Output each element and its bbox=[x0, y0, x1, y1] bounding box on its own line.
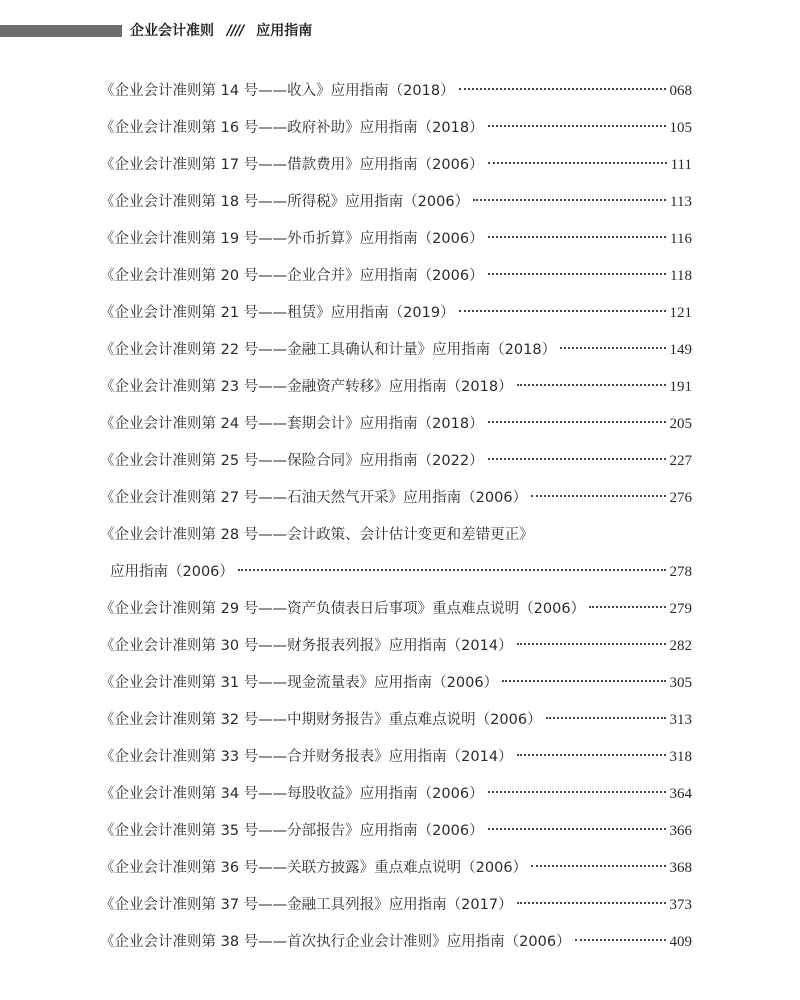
toc-entry-title-continuation: 应用指南（2006） bbox=[110, 564, 234, 580]
toc-entry-page-number: 318 bbox=[669, 749, 692, 765]
toc-entry[interactable] bbox=[100, 781, 692, 818]
toc-entry-page-number: 116 bbox=[670, 231, 692, 247]
toc-entry-title: 《企业会计准则第 31 号——现金流量表》应用指南（2006） bbox=[100, 675, 499, 691]
toc-entry-page-number: 276 bbox=[669, 490, 692, 506]
toc-entry-page-number: 279 bbox=[669, 601, 692, 617]
toc-entry-title: 《企业会计准则第 20 号——企业合并》应用指南（2006） bbox=[100, 268, 484, 284]
dot-leader bbox=[531, 865, 665, 867]
toc-entry-page-number: 118 bbox=[670, 268, 692, 284]
toc-entry-page-number: 068 bbox=[669, 83, 692, 99]
dot-leader bbox=[502, 680, 665, 682]
toc-entry-page-number: 282 bbox=[669, 638, 692, 654]
toc-entry-title: 《企业会计准则第 30 号——财务报表列报》应用指南（2014） bbox=[100, 638, 513, 654]
toc-entry[interactable] bbox=[100, 707, 692, 744]
toc-entry[interactable] bbox=[100, 855, 692, 892]
dot-leader bbox=[531, 495, 665, 497]
toc-entry[interactable] bbox=[100, 633, 692, 670]
toc-entry[interactable] bbox=[100, 485, 692, 522]
dot-leader bbox=[238, 569, 666, 571]
toc-entry-page-number: 227 bbox=[669, 453, 692, 469]
dot-leader bbox=[488, 828, 666, 830]
toc-entry-title: 《企业会计准则第 29 号——资产负债表日后事项》重点难点说明（2006） bbox=[100, 601, 586, 617]
toc-entry[interactable] bbox=[100, 596, 692, 633]
toc-entry[interactable] bbox=[100, 337, 692, 374]
header-section: 应用指南 bbox=[256, 23, 313, 39]
header-book-title: 企业会计准则 bbox=[130, 23, 214, 39]
dot-leader bbox=[517, 384, 666, 386]
toc-entry-title: 《企业会计准则第 23 号——金融资产转移》应用指南（2018） bbox=[100, 379, 513, 395]
dot-leader bbox=[459, 88, 666, 90]
dot-leader bbox=[589, 606, 665, 608]
toc-entry-title: 《企业会计准则第 25 号——保险合同》应用指南（2022） bbox=[100, 453, 484, 469]
toc-entry-title: 《企业会计准则第 24 号——套期会计》应用指南（2018） bbox=[100, 416, 484, 432]
toc-entry-title: 《企业会计准则第 34 号——每股收益》应用指南（2006） bbox=[100, 786, 484, 802]
dot-leader bbox=[488, 125, 666, 127]
dot-leader bbox=[517, 754, 666, 756]
toc-entry-title: 《企业会计准则第 35 号——分部报告》应用指南（2006） bbox=[100, 823, 484, 839]
toc-entry-page-number: 278 bbox=[669, 564, 692, 580]
toc-entry-page-number: 149 bbox=[669, 342, 692, 358]
dot-leader bbox=[517, 643, 666, 645]
toc-entry-title: 《企业会计准则第 27 号——石油天然气开采》应用指南（2006） bbox=[100, 490, 528, 506]
dot-leader bbox=[459, 310, 666, 312]
toc-entry-title: 《企业会计准则第 18 号——所得税》应用指南（2006） bbox=[100, 194, 470, 210]
toc-entry-page-number: 205 bbox=[669, 416, 692, 432]
toc-entry[interactable] bbox=[100, 115, 692, 152]
toc-entry[interactable] bbox=[100, 892, 692, 929]
toc-entry[interactable] bbox=[100, 374, 692, 411]
toc-entry-title: 《企业会计准则第 21 号——租赁》应用指南（2019） bbox=[100, 305, 455, 321]
toc-entry[interactable] bbox=[100, 300, 692, 337]
toc-entry[interactable] bbox=[100, 411, 692, 448]
header-bar bbox=[0, 25, 122, 37]
dot-leader bbox=[488, 162, 667, 164]
toc-entry[interactable] bbox=[100, 78, 692, 115]
toc-entry-page-number: 313 bbox=[669, 712, 692, 728]
toc-entry-page-number: 111 bbox=[670, 157, 692, 173]
dot-leader bbox=[473, 199, 666, 201]
toc-entry-page-number: 113 bbox=[670, 194, 692, 210]
toc-entry[interactable] bbox=[100, 522, 692, 559]
toc-entry-page-number: 191 bbox=[669, 379, 692, 395]
toc-entry[interactable] bbox=[100, 226, 692, 263]
toc-entry-title: 《企业会计准则第 22 号——金融工具确认和计量》应用指南（2018） bbox=[100, 342, 557, 358]
toc-entry[interactable] bbox=[100, 189, 692, 226]
toc-entry-continuation[interactable] bbox=[100, 559, 692, 596]
dot-leader bbox=[488, 273, 666, 275]
toc-entry-page-number: 105 bbox=[669, 120, 692, 136]
dot-leader bbox=[488, 791, 666, 793]
toc-entry-title: 《企业会计准则第 16 号——政府补助》应用指南（2018） bbox=[100, 120, 484, 136]
toc-entry-title: 《企业会计准则第 17 号——借款费用》应用指南（2006） bbox=[100, 157, 484, 173]
toc-entry-title: 《企业会计准则第 28 号——会计政策、会计估计变更和差错更正》 bbox=[100, 527, 534, 543]
toc-entry-title: 《企业会计准则第 19 号——外币折算》应用指南（2006） bbox=[100, 231, 484, 247]
dot-leader bbox=[517, 902, 666, 904]
toc-entry-page-number: 121 bbox=[669, 305, 692, 321]
toc-entry-page-number: 366 bbox=[669, 823, 692, 839]
toc-entry-page-number: 409 bbox=[669, 934, 692, 950]
table-of-contents bbox=[100, 78, 692, 966]
toc-entry[interactable] bbox=[100, 263, 692, 300]
toc-entry-title: 《企业会计准则第 32 号——中期财务报告》重点难点说明（2006） bbox=[100, 712, 542, 728]
dot-leader bbox=[546, 717, 666, 719]
toc-entry[interactable] bbox=[100, 152, 692, 189]
header-separator: //// bbox=[226, 23, 244, 39]
dot-leader bbox=[488, 421, 666, 423]
toc-entry-page-number: 364 bbox=[669, 786, 692, 802]
toc-entry[interactable] bbox=[100, 744, 692, 781]
toc-entry-title: 《企业会计准则第 38 号——首次执行企业会计准则》应用指南（2006） bbox=[100, 934, 571, 950]
dot-leader bbox=[560, 347, 665, 349]
toc-entry-title: 《企业会计准则第 37 号——金融工具列报》应用指南（2017） bbox=[100, 897, 513, 913]
toc-entry-page-number: 368 bbox=[669, 860, 692, 876]
toc-entry-title: 《企业会计准则第 14 号——收入》应用指南（2018） bbox=[100, 83, 455, 99]
toc-entry-page-number: 305 bbox=[669, 675, 692, 691]
header-text bbox=[130, 20, 312, 42]
toc-entry[interactable] bbox=[100, 818, 692, 855]
toc-entry[interactable] bbox=[100, 448, 692, 485]
dot-leader bbox=[488, 236, 666, 238]
running-header bbox=[0, 20, 800, 42]
toc-entry-title: 《企业会计准则第 33 号——合并财务报表》应用指南（2014） bbox=[100, 749, 513, 765]
toc-entry[interactable] bbox=[100, 670, 692, 707]
toc-entry-page-number: 373 bbox=[669, 897, 692, 913]
dot-leader bbox=[575, 939, 666, 941]
toc-entry-title: 《企业会计准则第 36 号——关联方披露》重点难点说明（2006） bbox=[100, 860, 528, 876]
toc-entry[interactable] bbox=[100, 929, 692, 966]
dot-leader bbox=[488, 458, 666, 460]
